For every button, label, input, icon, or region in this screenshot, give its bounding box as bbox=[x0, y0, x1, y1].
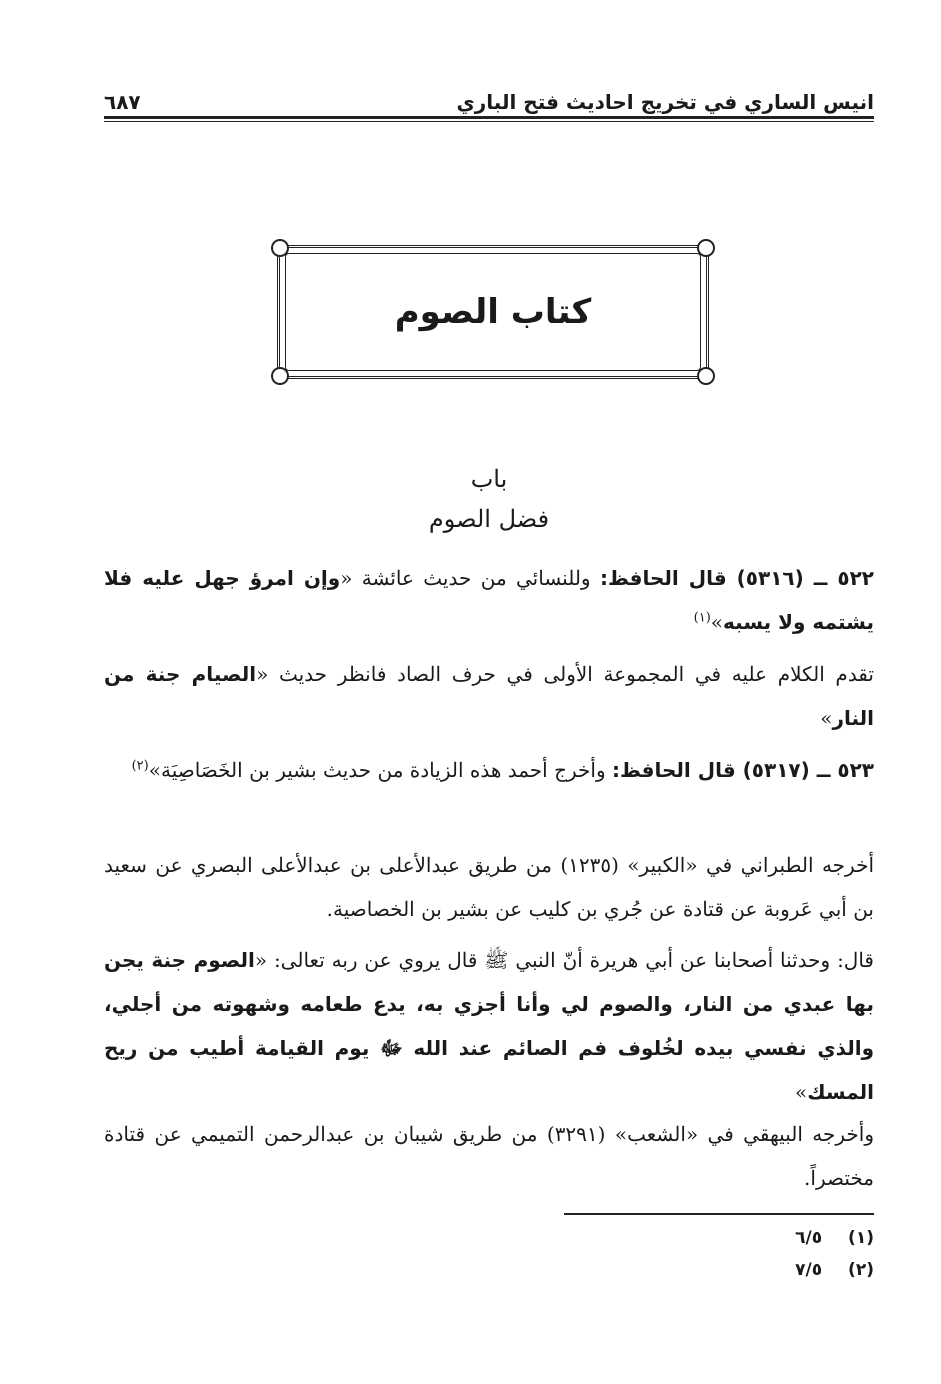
footnote-ref: (١) bbox=[693, 610, 711, 626]
chapter-label: باب bbox=[470, 465, 508, 493]
paragraph-commentary-1 bbox=[104, 652, 874, 740]
entry-text: وللنسائي من حديث عائشة « bbox=[340, 566, 591, 590]
book-title-frame bbox=[277, 245, 709, 379]
quote-close: » bbox=[820, 706, 833, 730]
chapter-title: فضل الصوم bbox=[428, 505, 550, 533]
quote-close: » bbox=[710, 610, 724, 634]
footnote-reference: ٦/٥ bbox=[795, 1228, 823, 1248]
footnote-number: (١) bbox=[848, 1228, 874, 1248]
footnote-1 bbox=[795, 1228, 874, 1248]
footnote-reference: ٧/٥ bbox=[795, 1260, 823, 1280]
entry-523 bbox=[104, 748, 874, 792]
entry-quote: الصوم جنة يجن بها عبدي من النار، والصوم لي وأنا أجزي به، يدع طعامه وشهوته من أجلي، والذي نفسي بيده لخُلوف فم الصائم عند الله ﷻ يوم القيامة أطيب من ريح المسك bbox=[104, 948, 874, 1104]
footnote-ref: (٢) bbox=[131, 758, 149, 774]
running-title: انيس الساري في تخريج احاديث فتح الباري bbox=[456, 90, 874, 114]
entry-quote: الصيام جنة من النار bbox=[104, 662, 874, 730]
paragraph-commentary-4 bbox=[104, 1112, 874, 1200]
entry-text: وأخرج أحمد هذه الزيادة من حديث بشير بن الخَصَاصِيَة» bbox=[148, 758, 606, 782]
entry-lead: ٥٢٢ ــ (٥٣١٦) قال الحافظ: bbox=[599, 566, 874, 590]
footnote-rule bbox=[564, 1213, 874, 1215]
entry-text: أخرجه الطبراني في «الكبير» (١٢٣٥) من طريق عبدالأعلى بن عبدالأعلى البصري عن سعيد بن أبي عَروبة عن قتادة عن جُري بن كليب عن بشير بن الخصاصية. bbox=[104, 853, 874, 921]
paragraph-commentary-2 bbox=[104, 843, 874, 931]
quote-close: » bbox=[795, 1080, 808, 1104]
footnote-number: (٢) bbox=[848, 1260, 874, 1280]
entry-lead: ٥٢٣ ــ (٥٣١٧) قال الحافظ: bbox=[611, 758, 874, 782]
entry-522 bbox=[104, 556, 874, 644]
entry-quote: وإن امرؤ جهل عليه فلا يشتمه ولا يسبه bbox=[104, 566, 874, 634]
entry-text: قال: وحدثنا أصحابنا عن أبي هريرة أنّ النبي ﷺ قال يروي عن ربه تعالى: « bbox=[254, 948, 874, 972]
header-rule bbox=[104, 116, 874, 119]
entry-text: وأخرجه البيهقي في «الشعب» (٣٢٩١) من طريق شيبان بن عبدالرحمن التميمي عن قتادة مختصراً. bbox=[104, 1122, 875, 1190]
paragraph-commentary-3 bbox=[104, 938, 874, 1114]
page-number: ٦٨٧ bbox=[104, 90, 141, 114]
entry-text: تقدم الكلام عليه في المجموعة الأولى في حرف الصاد فانظر حديث « bbox=[256, 662, 874, 686]
header-rule-thin bbox=[104, 121, 874, 122]
book-title: كتاب الصوم bbox=[394, 292, 592, 332]
footnote-2 bbox=[795, 1260, 874, 1280]
running-header bbox=[104, 84, 874, 114]
